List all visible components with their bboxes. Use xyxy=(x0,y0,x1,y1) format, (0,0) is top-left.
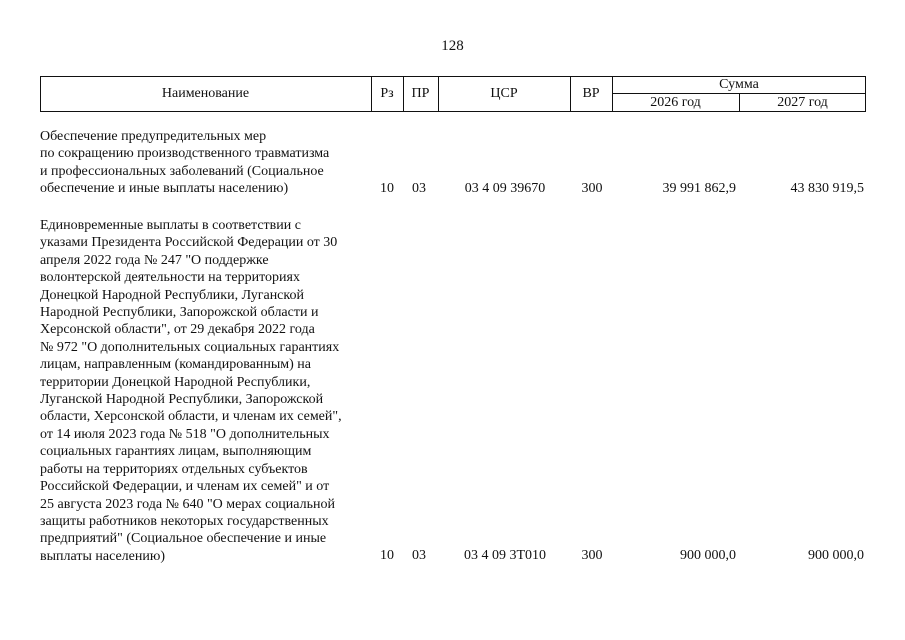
header-sum: Сумма xyxy=(719,77,759,92)
header-csr: ЦСР xyxy=(490,86,518,101)
row-name: Обеспечение предупредительных мер по сокращению производственного травматизма и профессиональных заболеваний (Социальное обеспечение и иные выплаты населению) xyxy=(40,129,330,197)
row-pr: 03 xyxy=(412,548,426,563)
row-amount-2027: 43 830 919,5 xyxy=(790,181,864,196)
row-rz: 10 xyxy=(380,181,394,196)
header-pr: ПР xyxy=(411,86,430,101)
header-year-2027: 2027 год xyxy=(777,95,828,110)
row-amount-2027: 900 000,0 xyxy=(808,548,864,563)
header-year-2026: 2026 год xyxy=(650,95,701,110)
page-number: 128 xyxy=(441,38,464,54)
row-pr: 03 xyxy=(412,181,426,196)
table-header xyxy=(40,76,866,112)
header-bottom-border xyxy=(40,111,866,112)
row-amount-2026: 900 000,0 xyxy=(680,548,736,563)
header-vr: ВР xyxy=(582,86,600,101)
row-csr: 03 4 09 3Т010 xyxy=(463,548,547,563)
row-csr: 03 4 09 39670 xyxy=(464,181,546,196)
row-name: Единовременные выплаты в соответствии с указами Президента Российской Федерации от 30 апреля 2022 года № 247 "О поддержке волонтерской деятельности на территориях Донецкой Народной Республики, Луганской Народной Республики, Запорожской области и Херсонской области", от 29 декабря 2022 года № 972 "О дополнительных социальных гарантиях лицам, направленным (командированным) на территории Донецкой Народной Республики, Луганской Народной Республики, Запорожской области, Херсонской области, и членам их семей", от 14 июля 2023 года № 518 "О дополнительных социальных гарантиях лицам, выполняющим работы на территориях отдельных субъектов Российской Федерации, и членам их семей" и от 25 августа 2023 года № 640 "О мерах социальной защиты работников некоторых государственных предприятий" (Социальное обеспечение и иные выплаты населению) xyxy=(40,218,342,564)
header-name: Наименование xyxy=(161,86,250,101)
header-rz: Рз xyxy=(380,86,394,101)
row-rz: 10 xyxy=(380,548,394,563)
row-amount-2026: 39 991 862,9 xyxy=(662,181,736,196)
row-vr: 300 xyxy=(581,181,603,196)
row-vr: 300 xyxy=(581,548,603,563)
